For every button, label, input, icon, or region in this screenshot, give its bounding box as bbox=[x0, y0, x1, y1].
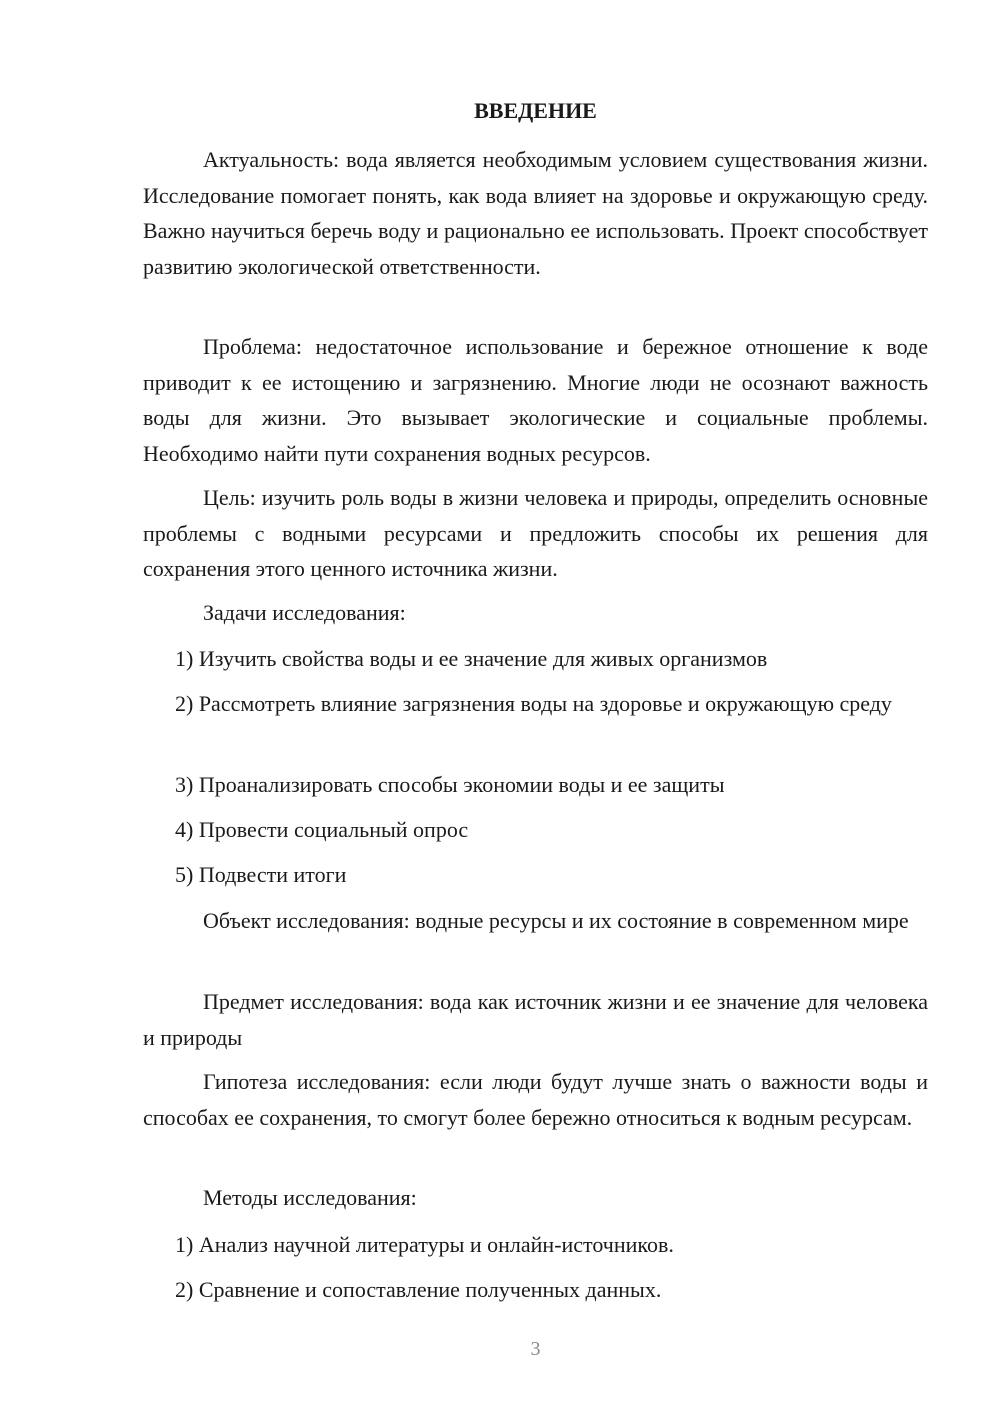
methods-heading: Методы исследования: bbox=[203, 1185, 417, 1210]
document-page bbox=[143, 0, 928, 1414]
section-title: ВВЕДЕНИЕ bbox=[474, 98, 597, 123]
task-item: 4) Провести социальный опрос bbox=[175, 817, 469, 842]
page-number: 3 bbox=[530, 1338, 541, 1360]
hypothesis-paragraph: Гипотеза исследования: если люди будут лучше знать о важности воды и способах ее сохранения, то смогут более бережно относиться к водным ресурсам. bbox=[143, 1069, 928, 1130]
subject-paragraph: Предмет исследования: вода как источник жизни и ее значение для человека и природы bbox=[143, 989, 928, 1050]
task-item: 5) Подвести итоги bbox=[175, 862, 347, 887]
task-item: 1) Изучить свойства воды и ее значение для живых организмов bbox=[175, 646, 768, 671]
goal-paragraph: Цель: изучить роль воды в жизни человека и природы, определить основные проблемы с водными ресурсами и предложить способы их решения для сохранения этого ценного источника жизни. bbox=[143, 485, 928, 581]
task-item: 3) Проанализировать способы экономии воды и ее защиты bbox=[175, 772, 725, 797]
relevance-paragraph: Актуальность: вода является необходимым условием существования жизни. Исследование помогает понять, как вода влияет на здоровье и окружающую среду. Важно научиться беречь воду и рационально ее использовать. Проект способствует развитию экологической ответственности. bbox=[143, 147, 928, 279]
problem-paragraph: Проблема: недостаточное использование и бережное отношение к воде приводит к ее истощению и загрязнению. Многие люди не осознают важность воды для жизни. Это вызывает экологические и социальные проблемы. Необходимо найти пути сохранения водных ресурсов. bbox=[143, 334, 928, 466]
task-item: 2) Рассмотреть влияние загрязнения воды на здоровье и окружающую среду bbox=[175, 691, 892, 716]
tasks-heading: Задачи исследования: bbox=[203, 600, 406, 625]
object-paragraph: Объект исследования: водные ресурсы и их состояние в современном мире bbox=[203, 908, 909, 933]
method-item: 1) Анализ научной литературы и онлайн-источников. bbox=[175, 1232, 674, 1257]
method-item: 2) Сравнение и сопоставление полученных данных. bbox=[175, 1277, 662, 1302]
